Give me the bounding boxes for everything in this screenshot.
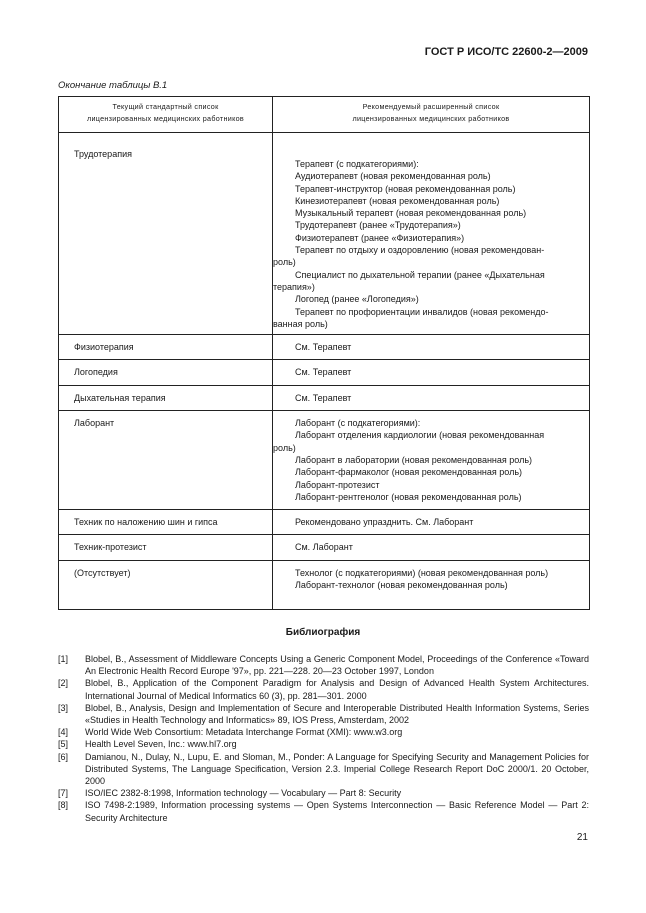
current-role-cell: Физиотерапия bbox=[59, 335, 273, 360]
current-role-cell: Техник по наложению шин и гипса bbox=[59, 510, 273, 535]
bibliography-number: [3] bbox=[58, 702, 69, 713]
role-line: Лаборант-рентгенолог (новая рекомендованная роль) bbox=[295, 491, 522, 502]
recommended-roles-cell bbox=[273, 411, 590, 510]
role-line: Лаборант-фармаколог (новая рекомендованная роль) bbox=[295, 467, 523, 478]
role-line-continuation: терапия») bbox=[273, 281, 315, 292]
table-row bbox=[59, 560, 590, 610]
bibliography-text: Health Level Seven, Inc.: www.hl7.org bbox=[85, 739, 237, 750]
role-line-continuation: роль) bbox=[273, 442, 296, 453]
bibliography-item bbox=[58, 738, 589, 750]
role-line-continuation: ванная роль) bbox=[273, 318, 328, 329]
table-header-row bbox=[59, 97, 590, 133]
role-line: Физиотерапевт (ранее «Физиотерапия») bbox=[295, 232, 465, 243]
table-row bbox=[59, 360, 590, 385]
role-line: См. Лаборант bbox=[295, 542, 353, 553]
role-line: Музыкальный терапевт (новая рекомендованная роль) bbox=[295, 208, 527, 219]
column-header-current-line: Текущий стандартный список bbox=[112, 102, 219, 111]
current-role-cell: Трудотерапия bbox=[59, 133, 273, 335]
role-line: Технолог (с подкатегориями) (новая рекомендованная роль) bbox=[295, 567, 549, 578]
bibliography-item bbox=[58, 702, 589, 726]
table-row bbox=[59, 385, 590, 410]
table-row bbox=[59, 510, 590, 535]
table-row bbox=[59, 133, 590, 335]
bibliography-item bbox=[58, 799, 589, 823]
roles-table bbox=[58, 96, 590, 610]
recommended-roles-cell bbox=[273, 335, 590, 360]
column-header-recommended-line: Рекомендуемый расширенный список bbox=[362, 102, 500, 111]
bibliography-text: Blobel, B., Analysis, Design and Implementation of Secure and Interoperable Distributed Health Information Systems, Series «Studies in Health Technology and Informatics» 89, IOS Press, Amsterdam, 2002 bbox=[85, 702, 589, 726]
role-line: Терапевт (с подкатегориями): bbox=[295, 159, 419, 169]
role-line: См. Терапевт bbox=[295, 342, 352, 353]
role-line: Лаборант (с подкатегориями): bbox=[295, 418, 421, 429]
role-line: Лаборант отделения кардиологии (новая рекомендованная bbox=[295, 430, 545, 441]
recommended-roles-cell bbox=[273, 385, 590, 410]
bibliography-text: Blobel, B., Assessment of Middleware Concepts Using a Generic Component Model, Proceedings of the Conference «Toward An Electronic Health Record Europe '97», pp. 221—228. 20—23 October 1997, London bbox=[85, 654, 589, 677]
recommended-roles-cell bbox=[273, 510, 590, 535]
role-line: Аудиотерапевт (новая рекомендованная роль) bbox=[295, 171, 491, 182]
role-line-continuation: роль) bbox=[273, 257, 296, 268]
bibliography-number: [4] bbox=[58, 727, 69, 738]
current-role-cell: Логопедия bbox=[59, 360, 273, 385]
column-header-current bbox=[59, 97, 273, 133]
bibliography-text: ISO 7498-2:1989, Information processing systems — Open Systems Interconnection — Basic Reference Model — Part 2: Security Architecture bbox=[85, 800, 589, 823]
column-header-current-line: лицензированных медицинских работников bbox=[86, 114, 245, 123]
role-line: Трудотерапевт (ранее «Трудотерапия») bbox=[295, 220, 461, 231]
bibliography-text: World Wide Web Consortium: Metadata Interchange Format (XMI): www.w3.org bbox=[85, 727, 403, 738]
bibliography-item bbox=[58, 726, 589, 738]
document-standard-header: ГОСТ Р ИСО/ТС 22600-2—2009 bbox=[424, 46, 588, 58]
bibliography-number: [5] bbox=[58, 739, 69, 750]
role-line: Специалист по дыхательной терапии (ранее «Дыхательная bbox=[295, 269, 545, 280]
bibliography-item bbox=[58, 787, 589, 799]
bibliography-number: [2] bbox=[58, 678, 69, 689]
bibliography-text: Blobel, B., Application of the Component Paradigm for Analysis and Design of Advanced Health System Architectures. International Journal of Medical Informatics 60 (3), pp. 281—301. 2000 bbox=[85, 678, 589, 701]
bibliography-number: [8] bbox=[58, 800, 69, 811]
role-line: Лаборант в лаборатории (новая рекомендованная роль) bbox=[295, 454, 533, 465]
page-number: 21 bbox=[576, 832, 588, 843]
bibliography-text: ISO/IEC 2382-8:1998, Information technology — Vocabulary — Part 8: Security bbox=[85, 788, 402, 799]
recommended-roles-cell bbox=[273, 560, 590, 610]
recommended-roles-cell bbox=[273, 360, 590, 385]
bibliography-number: [7] bbox=[58, 788, 69, 799]
current-role-cell: Дыхательная терапия bbox=[59, 385, 273, 410]
role-line: Лаборант-протезист bbox=[295, 479, 380, 490]
role-line: Терапевт-инструктор (новая рекомендованная роль) bbox=[295, 183, 516, 194]
bibliography-number: [6] bbox=[58, 751, 69, 762]
role-line: Логопед (ранее «Логопедия») bbox=[295, 294, 419, 305]
role-line: Рекомендовано упразднить. См. Лаборант bbox=[295, 517, 474, 528]
role-line: Терапевт по профориентации инвалидов (новая рекомендо- bbox=[295, 306, 549, 317]
table-caption: Окончание таблицы В.1 bbox=[58, 80, 168, 91]
role-line: Терапевт по отдыху и оздоровлению (новая рекомендован- bbox=[295, 245, 545, 256]
current-role-cell: (Отсутствует) bbox=[59, 560, 273, 610]
current-role-cell: Техник-протезист bbox=[59, 535, 273, 560]
recommended-roles-cell bbox=[273, 133, 590, 335]
role-line: Лаборант-технолог (новая рекомендованная роль) bbox=[295, 580, 508, 591]
column-header-recommended bbox=[273, 97, 590, 133]
bibliography-list bbox=[58, 653, 589, 824]
column-header-recommended-line: лицензированных медицинских работников bbox=[352, 114, 510, 123]
bibliography-title: Библиография bbox=[285, 627, 361, 638]
role-line: См. Терапевт bbox=[295, 392, 352, 403]
bibliography-text: Damianou, N., Dulay, N., Lupu, E. and Sloman, M., Ponder: A Language for Specifying Security and Management Policies for Distributed Systems, The Language Specification, Version 2.3. Imperial College Research Report DoC 2000/1. 20 October, 2000 bbox=[85, 751, 589, 787]
role-line: См. Терапевт bbox=[295, 367, 352, 378]
bibliography-item bbox=[58, 653, 589, 677]
recommended-roles-cell bbox=[273, 535, 590, 560]
table-row bbox=[59, 411, 590, 510]
current-role-cell: Лаборант bbox=[59, 411, 273, 510]
role-line: Кинезиотерапевт (новая рекомендованная роль) bbox=[295, 195, 500, 206]
table-row bbox=[59, 535, 590, 560]
bibliography-item bbox=[58, 677, 589, 701]
bibliography-item bbox=[58, 751, 589, 788]
bibliography-number: [1] bbox=[58, 654, 69, 664]
table-row bbox=[59, 335, 590, 360]
